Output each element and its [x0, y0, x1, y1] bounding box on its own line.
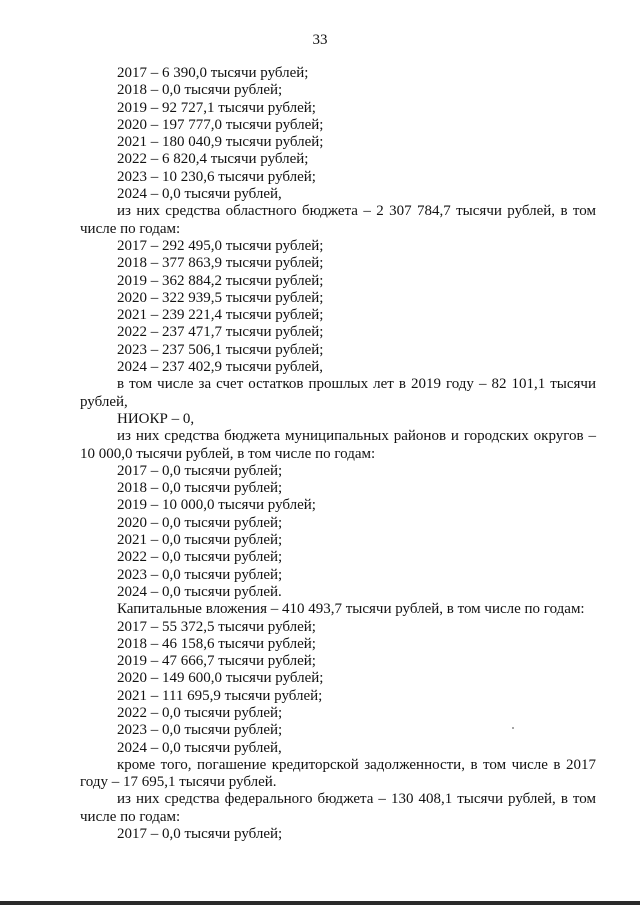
text-line: 2020 – 197 777,0 тысячи рублей; — [117, 116, 324, 133]
text-line: в том числе за счет остатков прошлых лет в 2019 году – 82 101,1 тысячи — [117, 376, 596, 393]
text-line: 2017 – 292 495,0 тысячи рублей; — [117, 237, 324, 254]
text-line: 2024 – 0,0 тысячи рублей, — [117, 739, 282, 756]
text-line: 2017 – 0,0 тысячи рублей; — [117, 826, 283, 843]
text-line: 2017 – 0,0 тысячи рублей; — [117, 462, 283, 479]
text-line: из них средства областного бюджета – 2 307 784,7 тысячи рублей, в том — [117, 203, 596, 220]
document-body — [80, 65, 596, 843]
text-line: 2017 – 6 390,0 тысячи рублей; — [117, 65, 309, 81]
text-line: из них средства федерального бюджета – 130 408,1 тысячи рублей, в том — [117, 791, 596, 808]
text-line: 2018 – 46 158,6 тысячи рублей; — [117, 635, 316, 652]
text-line: из них средства бюджета муниципальных районов и городских округов – — [117, 428, 596, 445]
text-line: Капитальные вложения – 410 493,7 тысячи рублей, в том числе по годам: — [117, 601, 585, 618]
text-line: году – 17 695,1 тысячи рублей. — [80, 774, 277, 791]
text-line: 2024 – 237 402,9 тысячи рублей, — [117, 359, 324, 376]
text-line: 2019 – 10 000,0 тысячи рублей; — [117, 497, 316, 514]
text-line: 2022 – 0,0 тысячи рублей; — [117, 704, 283, 721]
text-line: 2023 – 0,0 тысячи рублей; — [117, 566, 283, 583]
text-line: 2018 – 377 863,9 тысячи рублей; — [117, 255, 324, 272]
text-line: 2019 – 92 727,1 тысячи рублей; — [117, 99, 316, 116]
text-line: рублей, — [80, 393, 128, 410]
text-line: 2021 – 111 695,9 тысячи рублей; — [117, 687, 323, 704]
scan-bottom-edge — [0, 901, 640, 905]
text-line: 2019 – 362 884,2 тысячи рублей; — [117, 272, 324, 289]
text-line: 2018 – 0,0 тысячи рублей; — [117, 82, 283, 99]
text-line: 2020 – 322 939,5 тысячи рублей; — [117, 289, 324, 306]
text-line: НИОКР – 0, — [117, 410, 195, 427]
text-line: 2023 – 237 506,1 тысячи рублей; — [117, 341, 324, 358]
text-line: 2017 – 55 372,5 тысячи рублей; — [117, 618, 316, 635]
text-line: числе по годам: — [80, 220, 181, 237]
text-line: 2022 – 0,0 тысячи рублей; — [117, 549, 283, 566]
text-line: 2020 – 0,0 тысячи рублей; — [117, 514, 283, 531]
page-number: 33 — [312, 32, 328, 48]
scan-speck — [512, 727, 514, 729]
text-line: 2023 – 0,0 тысячи рублей; — [117, 722, 283, 739]
text-line: 10 000,0 тысячи рублей, в том числе по годам: — [80, 445, 376, 462]
text-line: 2018 – 0,0 тысячи рублей; — [117, 480, 283, 497]
text-line: 2022 – 237 471,7 тысячи рублей; — [117, 324, 324, 341]
text-line: 2020 – 149 600,0 тысячи рублей; — [117, 670, 324, 687]
text-line: 2021 – 239 221,4 тысячи рублей; — [117, 307, 324, 324]
text-line: 2022 – 6 820,4 тысячи рублей; — [117, 151, 309, 168]
text-line: 2021 – 0,0 тысячи рублей; — [117, 532, 283, 549]
text-line: 2024 – 0,0 тысячи рублей. — [117, 583, 282, 600]
text-line: 2023 – 10 230,6 тысячи рублей; — [117, 168, 316, 185]
text-line: 2021 – 180 040,9 тысячи рублей; — [117, 134, 324, 151]
text-line: кроме того, погашение кредиторской задолженности, в том числе в 2017 — [117, 756, 596, 773]
text-line: 2019 – 47 666,7 тысячи рублей; — [117, 653, 316, 670]
text-line: числе по годам: — [80, 808, 181, 825]
text-line: 2024 – 0,0 тысячи рублей, — [117, 186, 282, 203]
